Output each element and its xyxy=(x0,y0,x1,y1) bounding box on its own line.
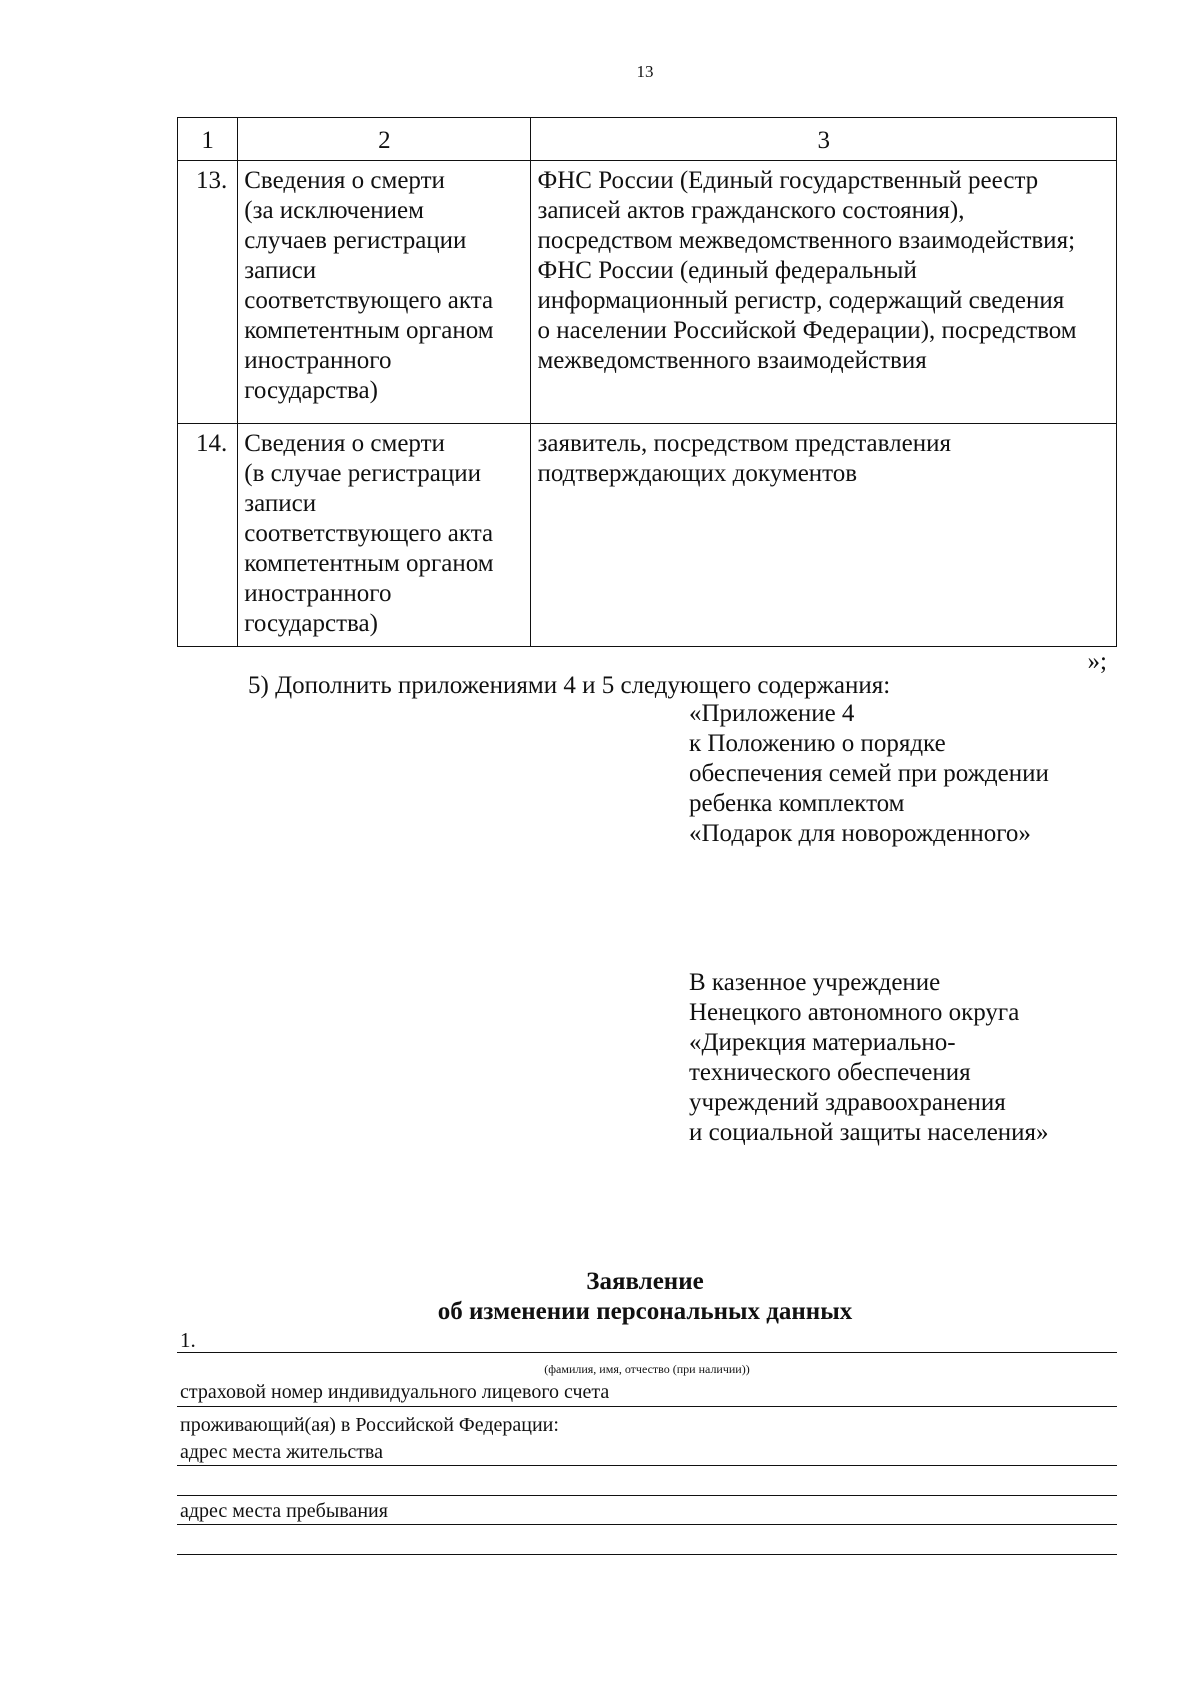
source-line: посредством межведомственного взаимодействия; xyxy=(537,227,1076,254)
item-line: случаев регистрации xyxy=(244,227,467,254)
item-line: (за исключением xyxy=(244,197,424,224)
source-cell xyxy=(531,424,1117,647)
form-subtitle-text: об изменении персональных данных xyxy=(437,1298,853,1325)
item-line: Сведения о смерти xyxy=(244,167,445,194)
page-number: 13 xyxy=(636,62,654,81)
addressee-block xyxy=(689,968,1049,1148)
item-line: компетентным органом xyxy=(244,317,494,344)
closing-quote: »; xyxy=(1087,648,1107,675)
address-field-line-2[interactable] xyxy=(177,1495,1117,1496)
item-line: иностранного xyxy=(244,580,392,607)
name-field-line[interactable] xyxy=(177,1352,1117,1353)
address-field-line[interactable] xyxy=(177,1465,1117,1466)
source-line: ФНС России (Единый государственный реестр xyxy=(537,167,1039,194)
amendment-paragraph: 5) Дополнить приложениями 4 и 5 следующего содержания: xyxy=(248,672,891,699)
source-cell xyxy=(531,161,1117,424)
source-line: ФНС России (единый федеральный xyxy=(537,257,917,284)
row-number: 14. xyxy=(196,430,228,457)
item-cell xyxy=(238,424,531,647)
stay-field-line-2[interactable] xyxy=(177,1554,1117,1555)
residence-label: проживающий(ая) в Российской Федерации: xyxy=(180,1414,559,1436)
header-cell-1: 1 xyxy=(178,118,238,161)
item-cell xyxy=(238,161,531,424)
appendix-heading-line: «Подарок для новорожденного» xyxy=(689,820,1031,847)
addressee-line: «Дирекция материально- xyxy=(689,1029,956,1056)
appendix-heading-line: обеспечения семей при рождении xyxy=(689,760,1049,787)
addressee-line: Ненецкого автономного округа xyxy=(689,999,1020,1026)
source-line: межведомственного взаимодействия xyxy=(537,347,927,374)
appendix-heading xyxy=(689,699,1049,849)
appendix-heading-line: к Положению о порядке xyxy=(689,730,946,757)
item-line: государства) xyxy=(244,610,378,637)
form-title-text: Заявление xyxy=(586,1268,704,1295)
form-item-number: 1. xyxy=(180,1328,196,1352)
addressee-line: В казенное учреждение xyxy=(689,969,941,996)
item-line: Сведения о смерти xyxy=(244,430,445,457)
stay-label: адрес места пребывания xyxy=(180,1500,388,1522)
table-row xyxy=(178,424,1117,647)
source-line: подтверждающих документов xyxy=(537,460,858,487)
address-label: адрес места жительства xyxy=(180,1441,383,1463)
item-line: компетентным органом xyxy=(244,550,494,577)
snils-label: страховой номер индивидуального лицевого счета xyxy=(180,1381,610,1403)
header-cell-3: 3 xyxy=(531,118,1117,161)
header-cell-2: 2 xyxy=(238,118,531,161)
item-line: соответствующего акта xyxy=(244,287,494,314)
addressee-line: технического обеспечения xyxy=(689,1059,971,1086)
table-header-row xyxy=(178,118,1117,161)
stay-field-line[interactable] xyxy=(177,1524,1117,1525)
addressee-line: и социальной защиты населения» xyxy=(689,1119,1049,1146)
addressee-line: учреждений здравоохранения xyxy=(689,1089,1006,1116)
appendix-heading-line: «Приложение 4 xyxy=(689,700,855,727)
table-row xyxy=(178,161,1117,424)
source-line: записей актов гражданского состояния), xyxy=(537,197,965,224)
item-line: (в случае регистрации xyxy=(244,460,482,487)
appendix-heading-line: ребенка комплектом xyxy=(689,790,905,817)
name-field-caption: (фамилия, имя, отчество (при наличии)) xyxy=(544,1362,750,1376)
item-line: государства) xyxy=(244,377,378,404)
snils-field-line[interactable] xyxy=(177,1406,1117,1407)
source-line: заявитель, посредством представления xyxy=(537,430,951,457)
item-line: записи xyxy=(244,257,317,284)
row-number-cell xyxy=(178,161,238,424)
form-title xyxy=(0,1267,1200,1327)
item-line: соответствующего акта xyxy=(244,520,494,547)
item-line: записи xyxy=(244,490,317,517)
row-number-cell xyxy=(178,424,238,647)
row-number: 13. xyxy=(196,167,228,194)
source-line: о населении Российской Федерации), посредством xyxy=(537,317,1077,344)
data-table xyxy=(177,117,1117,647)
source-line: информационный регистр, содержащий сведения xyxy=(537,287,1065,314)
item-line: иностранного xyxy=(244,347,392,374)
